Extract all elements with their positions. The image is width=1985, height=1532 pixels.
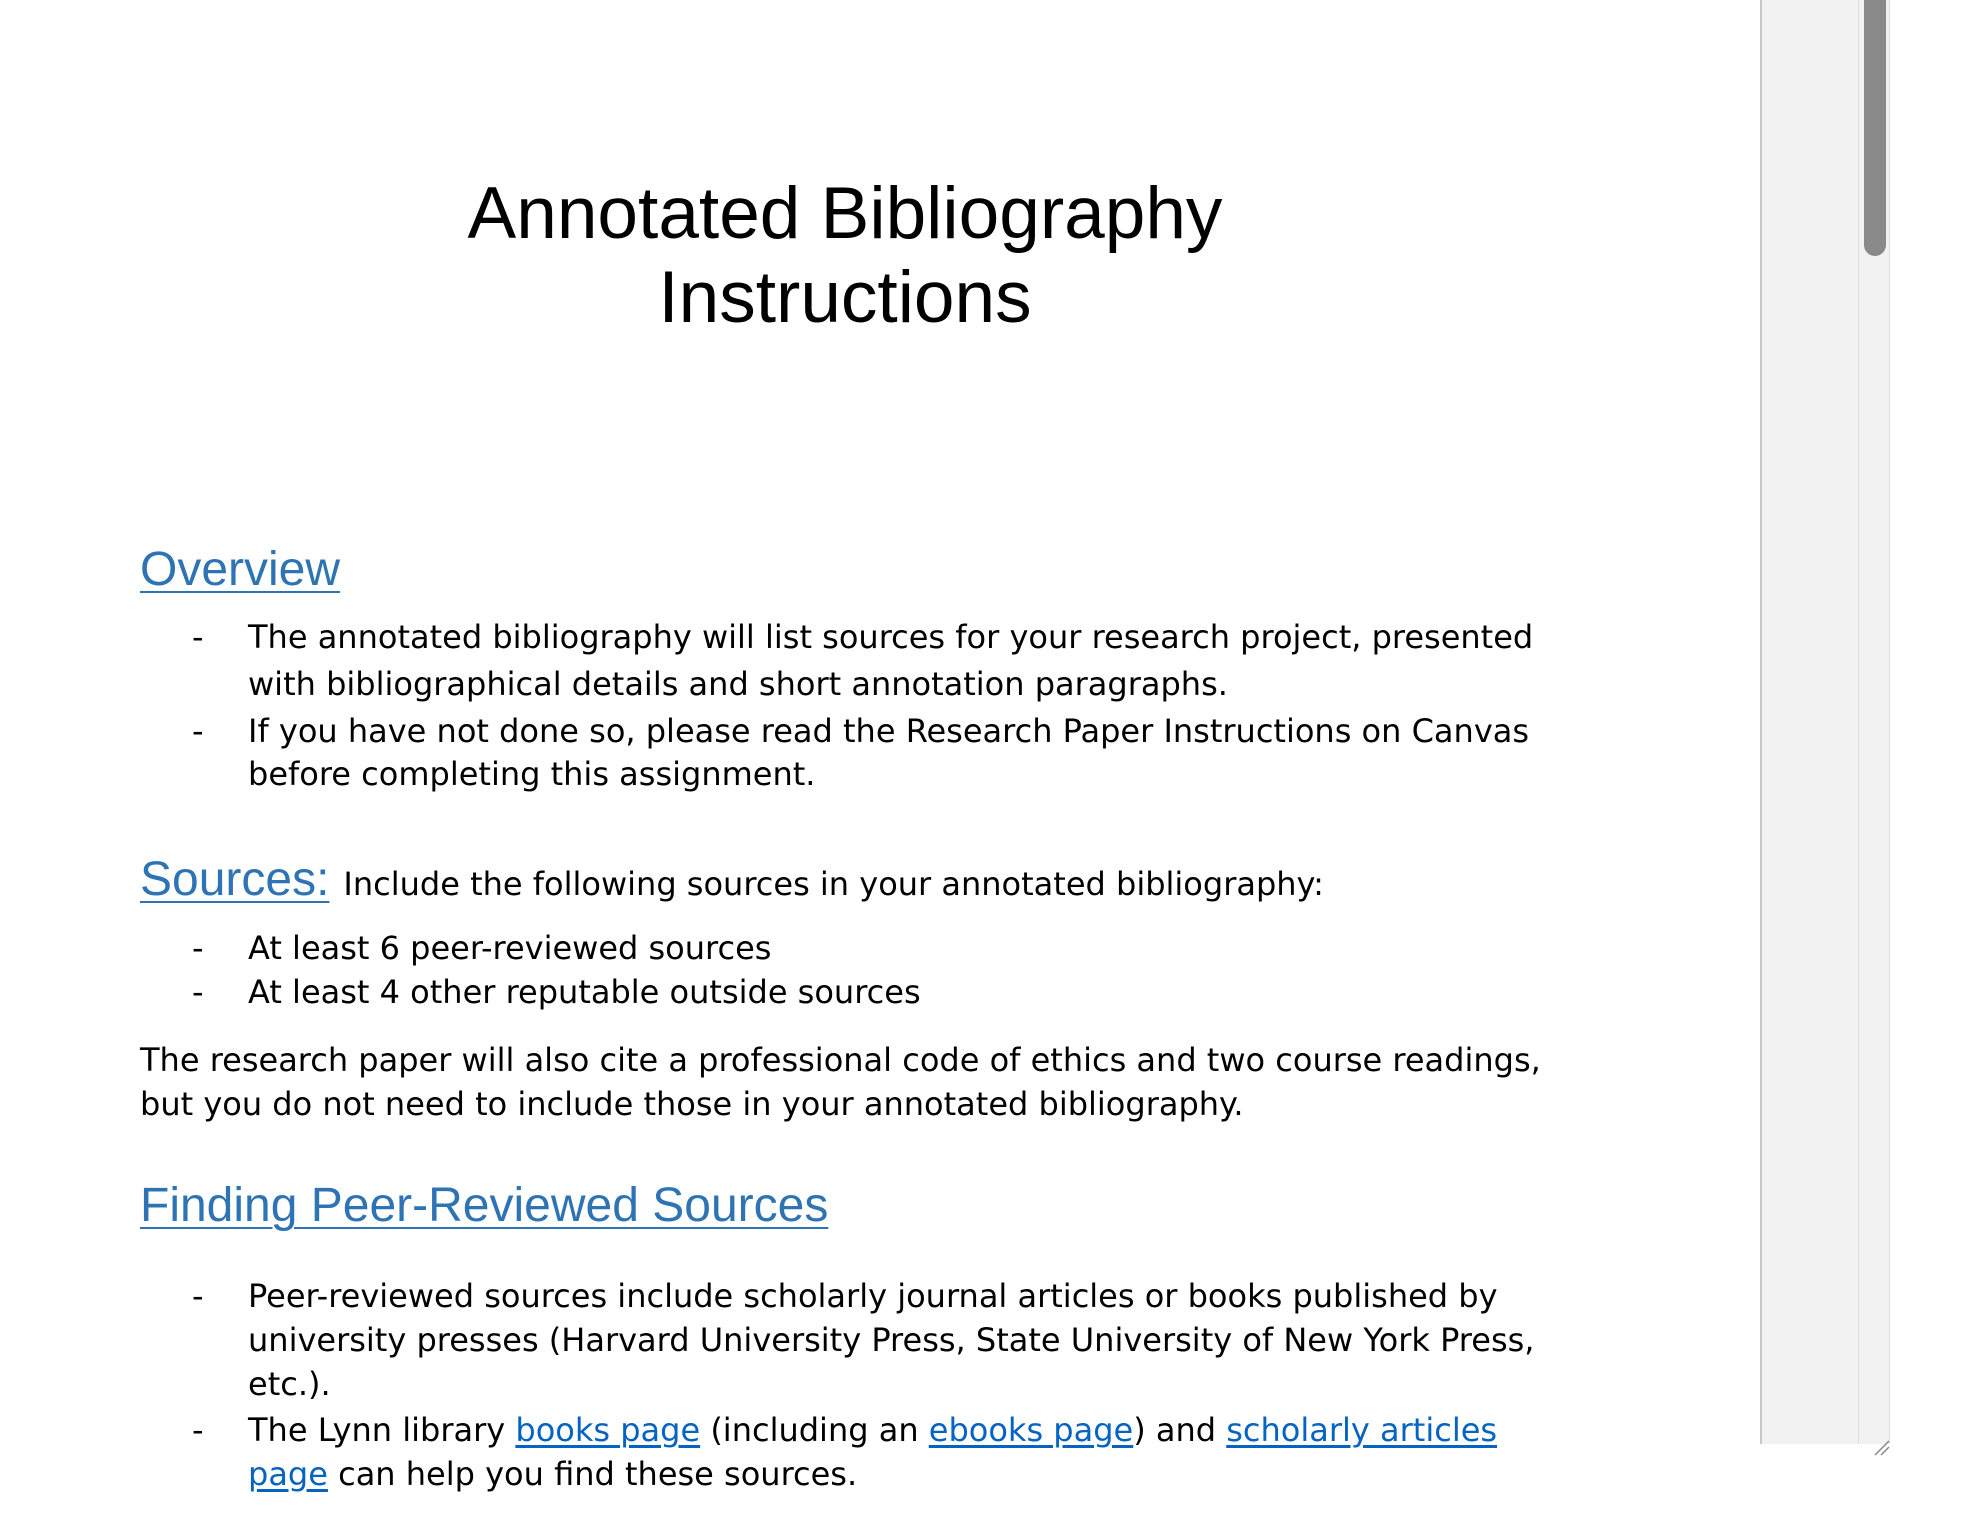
- list-item-text: At least 6 peer-reviewed sources: [248, 929, 772, 967]
- list-item: [140, 1274, 1560, 1406]
- list-item-text: Peer-reviewed sources include scholarly journal articles or books published by university presses (Harvard University Press, State University of New York Press, etc.).: [248, 1277, 1535, 1403]
- bullet-dash: -: [192, 712, 204, 750]
- bullet-dash: -: [192, 1277, 204, 1315]
- title-line-1: Annotated Bibliography: [467, 173, 1223, 254]
- list-item: [140, 614, 1560, 708]
- text-segment: The Lynn library: [248, 1411, 516, 1449]
- list-item-text: If you have not done so, please read the Research Paper Instructions on Canvas before completing this assignment.: [248, 712, 1530, 793]
- text-segment: (including an: [700, 1411, 929, 1449]
- list-item: [140, 926, 1560, 970]
- sources-lead: Include the following sources in your annotated bibliography:: [343, 865, 1324, 903]
- sources-heading: Sources:: [140, 853, 330, 906]
- bullet-dash: -: [192, 929, 204, 967]
- books-page-link[interactable]: books page: [515, 1411, 701, 1449]
- text-segment: can help you find these sources.: [327, 1455, 858, 1493]
- document-title: [140, 172, 1550, 340]
- sources-note: The research paper will also cite a professional code of ethics and two course readings, but you do not need to include those in your annotated bibliography.: [140, 1041, 1541, 1123]
- resize-grip-icon[interactable]: [1872, 1438, 1890, 1456]
- scrollbar-divider: [1858, 0, 1859, 1444]
- scrollbar-thumb[interactable]: [1864, 0, 1886, 256]
- bullet-dash: -: [192, 618, 204, 656]
- sources-list: [140, 926, 1560, 1014]
- list-item: [140, 970, 1560, 1014]
- finding-list: [140, 1274, 1560, 1496]
- bullet-dash: -: [192, 973, 204, 1011]
- ebooks-page-link[interactable]: ebooks page: [928, 1411, 1134, 1449]
- bullet-dash: -: [192, 1411, 204, 1449]
- finding-heading: Finding Peer-Reviewed Sources: [140, 1179, 829, 1232]
- overview-heading: Overview: [140, 543, 341, 596]
- scholarly-articles-page-link[interactable]: scholarly articles page: [248, 1411, 1498, 1493]
- overview-list: [140, 614, 1560, 796]
- list-item-text: [248, 1411, 1497, 1493]
- list-item-text: The annotated bibliography will list sources for your research project, presented with bibliographical details and short annotation paragraphs.: [248, 618, 1534, 703]
- text-segment: ) and: [1133, 1411, 1227, 1449]
- sources-heading-row: [140, 852, 1324, 912]
- list-item-text: At least 4 other reputable outside sources: [248, 973, 921, 1011]
- list-item: [140, 710, 1560, 796]
- list-item: [140, 1408, 1560, 1496]
- title-line-2: Instructions: [658, 257, 1032, 338]
